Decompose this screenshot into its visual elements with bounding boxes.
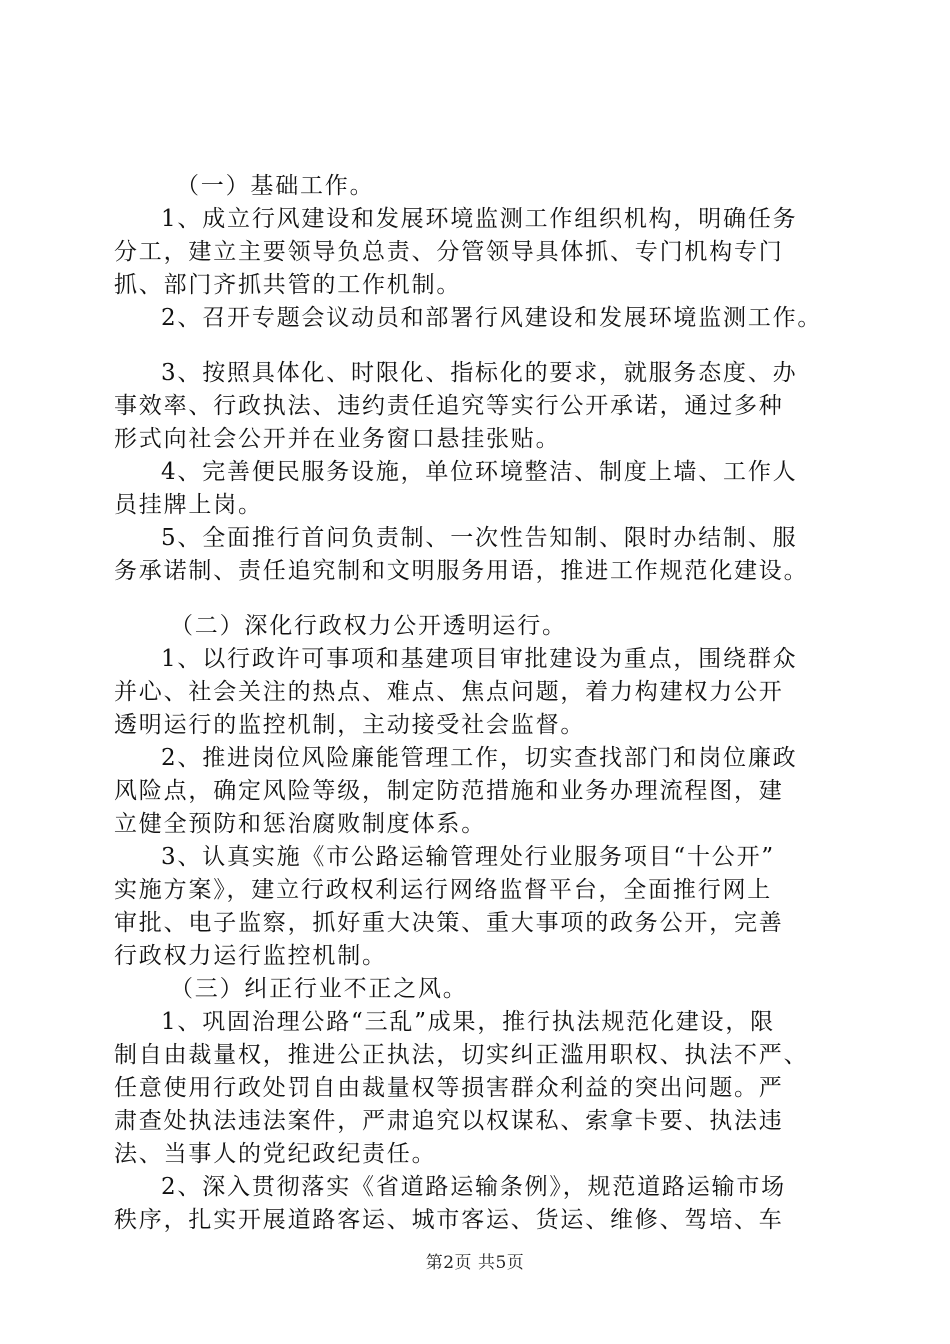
paragraph-line: 秩序，扎实开展道路客运、城市客运、货运、维修、驾培、车 xyxy=(114,1207,784,1233)
section-heading-3: （三）纠正行业不正之风。 xyxy=(170,976,468,1002)
paragraph-line: 1、以行政许可事项和基建项目审批建设为重点，围绕群众 xyxy=(161,646,798,672)
paragraph-line: 并心、社会关注的热点、难点、焦点问题，着力构建权力公开 xyxy=(114,679,784,705)
paragraph-line: 抓、部门齐抓共管的工作机制。 xyxy=(114,272,462,298)
paragraph-line: 风险点，确定风险等级，制定防范措施和业务办理流程图，建 xyxy=(114,778,784,804)
paragraph-line: 1、巩固治理公路“三乱”成果，推行执法规范化建设，限 xyxy=(161,1009,775,1035)
paragraph-line: 分工，建立主要领导负总责、分管领导具体抓、专门机构专门 xyxy=(114,239,784,265)
paragraph-line: 事效率、行政执法、违约责任追究等实行公开承诺，通过多种 xyxy=(114,393,784,419)
paragraph-line: 务承诺制、责任追究制和文明服务用语，推进工作规范化建设。 xyxy=(114,558,809,584)
paragraph-line: 1、成立行风建设和发展环境监测工作组织机构，明确任务 xyxy=(161,206,798,232)
paragraph-line: 任意使用行政处罚自由裁量权等损害群众利益的突出问题。严 xyxy=(114,1075,784,1101)
paragraph-line: 5、全面推行首问负责制、一次性告知制、限时办结制、服 xyxy=(161,525,798,551)
paragraph-line: 肃查处执法违法案件，严肃追究以权谋私、索拿卡要、执法违 xyxy=(114,1108,784,1134)
paragraph-line: 行政权力运行监控机制。 xyxy=(114,943,387,969)
paragraph-line: 2、推进岗位风险廉能管理工作，切实查找部门和岗位廉政 xyxy=(161,745,798,771)
paragraph-line: 2、深入贯彻落实《省道路运输条例》，规范道路运输市场 xyxy=(161,1174,786,1200)
paragraph-line: 3、按照具体化、时限化、指标化的要求，就服务态度、办 xyxy=(161,360,798,386)
section-heading-1: （一）基础工作。 xyxy=(176,173,375,199)
paragraph-line: 实施方案》，建立行政权利运行网络监督平台，全面推行网上 xyxy=(114,877,773,903)
paragraph-line: 形式向社会公开并在业务窗口悬挂张贴。 xyxy=(114,426,561,452)
paragraph-spacer xyxy=(114,588,850,610)
paragraph-line: 法、当事人的党纪政纪责任。 xyxy=(114,1141,437,1167)
paragraph-line: 4、完善便民服务设施，单位环境整洁、制度上墙、工作人 xyxy=(161,459,798,485)
paragraph-line: 立健全预防和惩治腐败制度体系。 xyxy=(114,811,486,837)
paragraph-spacer xyxy=(114,335,850,357)
paragraph-line: 3、认真实施《市公路运输管理处行业服务项目“十公开” xyxy=(161,844,775,870)
paragraph-line: 2、召开专题会议动员和部署行风建设和发展环境监测工作。 xyxy=(161,305,823,331)
paragraph-line: 审批、电子监察，抓好重大决策、重大事项的政务公开，完善 xyxy=(114,910,784,936)
section-heading-2: （二）深化行政权力公开透明运行。 xyxy=(170,613,567,639)
document-body xyxy=(114,170,850,1237)
paragraph-line: 员挂牌上岗。 xyxy=(114,492,263,518)
paragraph-line: 透明运行的监控机制，主动接受社会监督。 xyxy=(114,712,586,738)
page-number-footer: 第2页 共5页 xyxy=(425,1253,525,1273)
paragraph-line: 制自由裁量权，推进公正执法，切实纠正滥用职权、执法不严、 xyxy=(114,1042,809,1068)
